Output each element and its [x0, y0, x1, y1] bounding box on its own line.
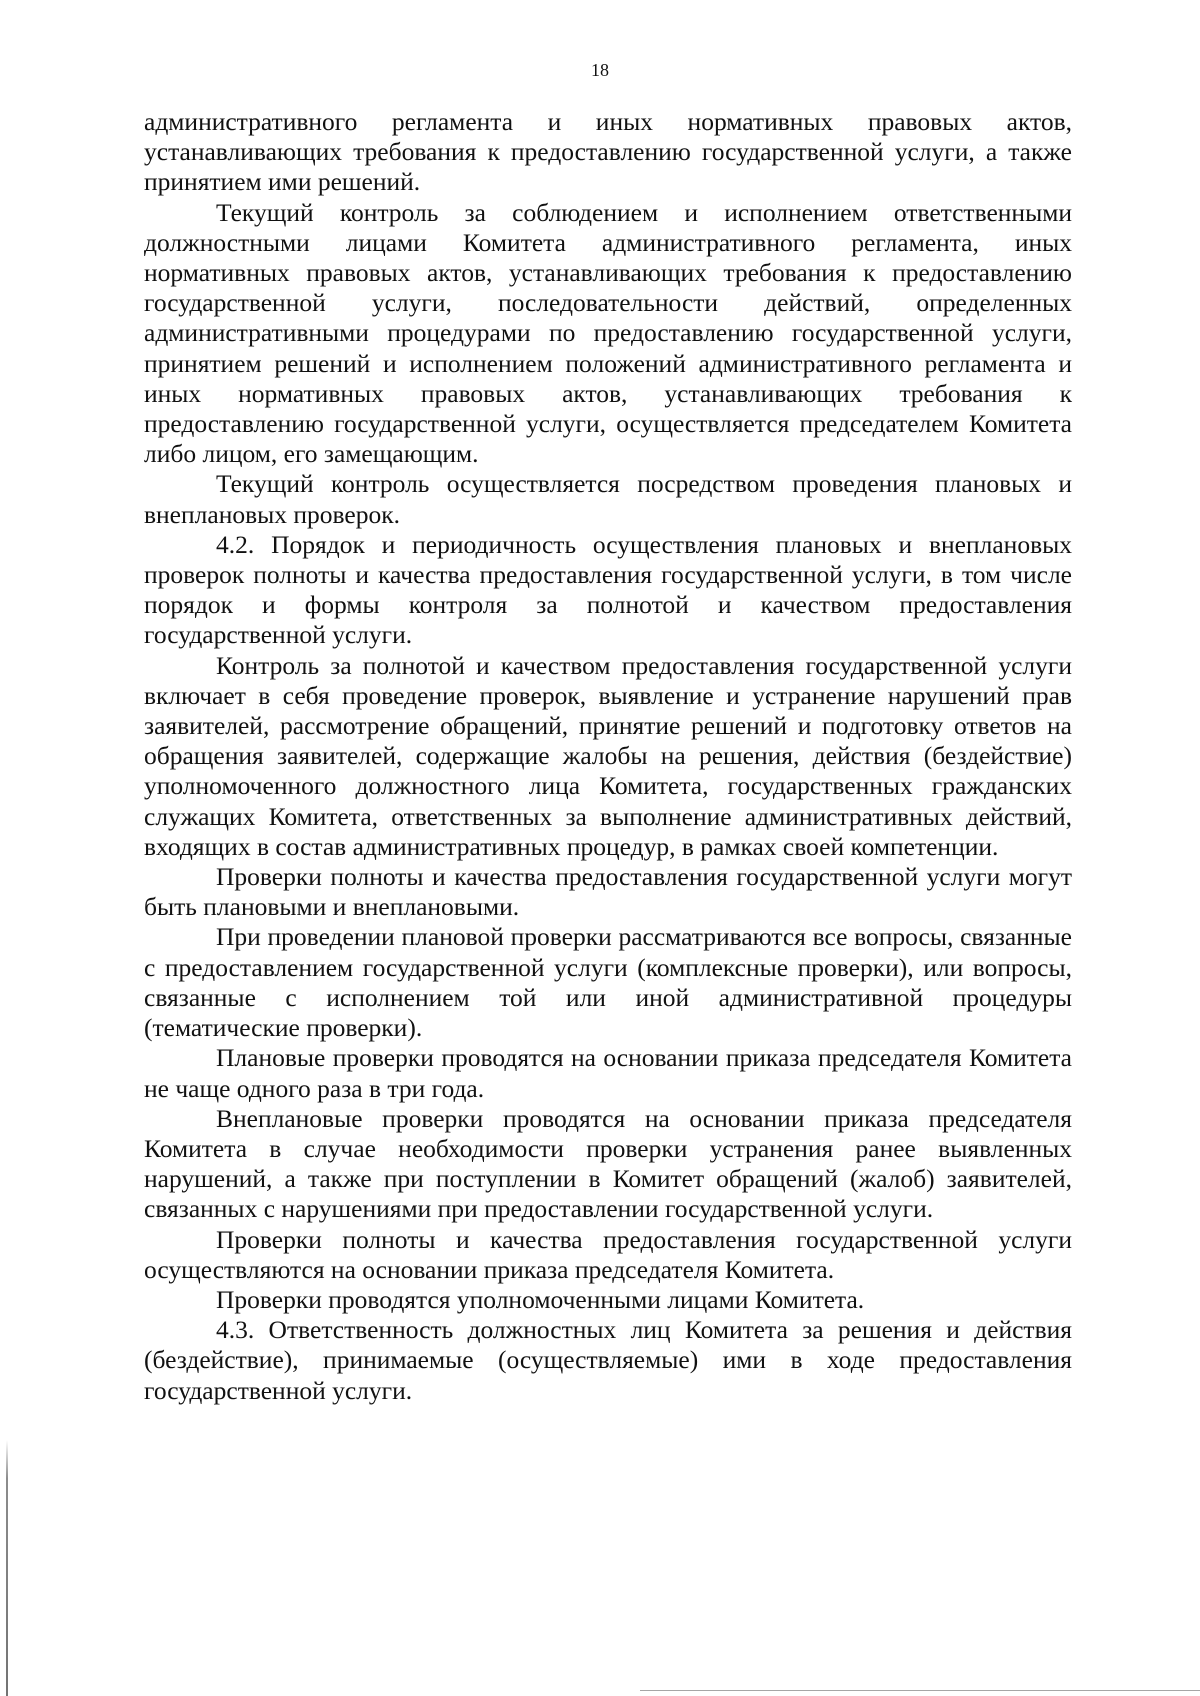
paragraph-check-types: Проверки полноты и качества предоставления государственной услуги могут быть плановыми и внеплановыми. — [144, 862, 1072, 922]
paragraph-current-control: Текущий контроль за соблюдением и исполнением ответственными должностными лицами Комитета административного регламента, иных нормативных правовых актов, устанавливающих требования к предоставлению государственной услуги, последовательности действий, определенных административными процедурами по предоставлению государственной услуги, принятием решений и исполнением положений административного регламента и иных нормативных правовых актов, устанавливающих требования к предоставлению государственной услуги, осуществляется председателем Комитета либо лицом, его замещающим. — [144, 197, 1072, 469]
scan-bottom-line — [640, 1690, 1200, 1691]
paragraph-planned-check-questions: При проведении плановой проверки рассматриваются все вопросы, связанные с предоставлением государственной услуги (комплексные проверки), или вопросы, связанные с исполнением той или иной административной процедуры (тематические проверки). — [144, 922, 1072, 1043]
paragraph-planned-checks: Плановые проверки проводятся на основании приказа председателя Комитета не чаще одного раза в три года. — [144, 1043, 1072, 1103]
paragraph-unplanned-checks: Внеплановые проверки проводятся на основании приказа председателя Комитета в случае необходимости проверки устранения ранее выявленных нарушений, а также при поступлении в Комитет обращений (жалоб) заявителей, связанных с нарушениями при предоставлении государственной услуги. — [144, 1103, 1072, 1224]
paragraph-check-performers: Проверки проводятся уполномоченными лицами Комитета. — [216, 1284, 865, 1314]
paragraph-current-control-checks: Текущий контроль осуществляется посредством проведения плановых и внеплановых проверок. — [144, 469, 1072, 529]
paragraph-control-scope: Контроль за полнотой и качеством предоставления государственной услуги включает в себя проведение проверок, выявление и устранение нарушений прав заявителей, рассмотрение обращений, принятие решений и подготовку ответов на обращения заявителей, содержащие жалобы на решения, действия (бездействие) уполномоченного должностного лица Комитета, государственных гражданских служащих Комитета, ответственных за выполнение административных действий, входящих в состав административных процедур, в рамках своей компетенции. — [144, 650, 1072, 861]
page-number: 18 — [591, 60, 609, 80]
paragraph-check-basis: Проверки полноты и качества предоставления государственной услуги осуществляются на основании приказа председателя Комитета. — [144, 1224, 1072, 1284]
paragraph-continuation: административного регламента и иных нормативных правовых актов, устанавливающих требования к предоставлению государственной услуги, а также принятием ими решений. — [144, 107, 1072, 197]
section-4-3-heading: 4.3. Ответственность должностных лиц Комитета за решения и действия (бездействие), принимаемые (осуществляемые) ими в ходе предоставления государственной услуги. — [144, 1315, 1072, 1405]
document-body — [144, 107, 1072, 1406]
scan-edge-line — [6, 1440, 8, 1696]
section-4-2-heading: 4.2. Порядок и периодичность осуществления плановых и внеплановых проверок полноты и качества предоставления государственной услуги, в том числе порядок и формы контроля за полнотой и качеством предоставления государственной услуги. — [144, 529, 1072, 650]
